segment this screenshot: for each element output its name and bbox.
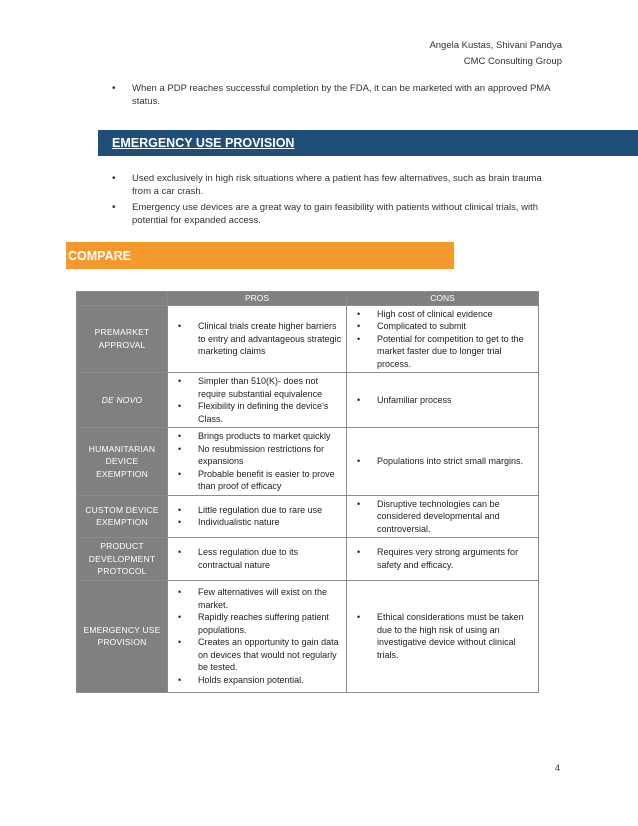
pros-cell <box>168 538 347 581</box>
row-label: PREMARKET APPROVAL <box>77 305 168 373</box>
compare-table <box>76 291 539 693</box>
pros-list-item: • Brings products to market quickly <box>172 430 342 443</box>
cons-list-item: • Populations into strict small margins. <box>351 455 534 468</box>
pros-list-item: • Probable benefit is easier to prove than proof of efficacy <box>172 468 342 493</box>
pros-list <box>172 546 342 571</box>
pros-list <box>172 375 342 425</box>
pros-cell <box>168 580 347 692</box>
header-org: CMC Consulting Group <box>463 56 562 67</box>
cons-cell <box>347 538 539 581</box>
cons-cell <box>347 373 539 428</box>
compare-table-body <box>77 305 539 692</box>
pros-list-item: • Simpler than 510(K)- does not require substantial equivalence <box>172 375 342 400</box>
row-label: CUSTOM DEVICE EXEMPTION <box>77 495 168 538</box>
cons-list-item: • Unfamiliar process <box>351 394 534 407</box>
cons-list-item: • Complicated to submit <box>351 320 534 333</box>
pros-list-item: • Clinical trials create higher barriers to entry and advantageous strategic marketing claims <box>172 320 342 358</box>
pros-cell <box>168 373 347 428</box>
table-row <box>77 495 539 538</box>
pros-list-item: • Little regulation due to rare use <box>172 504 342 517</box>
page-header <box>429 38 562 70</box>
header-authors: Angela Kustas, Shivani Pandya <box>429 40 562 51</box>
pros-list-item: • Few alternatives will exist on the market. <box>172 586 342 611</box>
pros-list <box>172 504 342 529</box>
pros-cell <box>168 495 347 538</box>
table-row <box>77 373 539 428</box>
cons-list-item: • Disruptive technologies can be considered developmental and controversial. <box>351 498 534 536</box>
header-pros: PROS <box>168 292 347 306</box>
table-row <box>77 538 539 581</box>
pros-cell <box>168 305 347 373</box>
header-cons: CONS <box>347 292 539 306</box>
cons-list <box>351 611 534 661</box>
cons-list <box>351 546 534 571</box>
cons-cell <box>347 428 539 496</box>
cons-list <box>351 498 534 536</box>
eup-bullet-list <box>118 172 558 230</box>
pros-list-item: • No resubmission restrictions for expansions <box>172 443 342 468</box>
pros-list-item: • Individualistic nature <box>172 516 342 529</box>
eup-bullet-2: • Emergency use devices are a great way to gain feasibility with patients without clinical trials, with potential for expanded access. <box>118 201 558 227</box>
table-row <box>77 305 539 373</box>
pdp-bullet-list <box>118 82 558 111</box>
row-label: HUMANITARIAN DEVICE EXEMPTION <box>77 428 168 496</box>
cons-list-item: • Potential for competition to get to the market faster due to longer trial process. <box>351 333 534 371</box>
compare-table-header-row <box>77 292 539 306</box>
eup-section-heading-bar <box>98 130 638 156</box>
table-row <box>77 580 539 692</box>
eup-section-title: EMERGENCY USE PROVISION <box>112 136 295 150</box>
cons-list <box>351 455 534 468</box>
compare-title: COMPARE <box>68 249 131 263</box>
pros-list <box>172 430 342 493</box>
pros-cell <box>168 428 347 496</box>
pros-list-item: • Creates an opportunity to gain data on devices that would not regularly be tested. <box>172 636 342 674</box>
pros-list <box>172 586 342 686</box>
pros-list-item: • Holds expansion potential. <box>172 674 342 687</box>
pros-list <box>172 320 342 358</box>
cons-list-item: • High cost of clinical evidence <box>351 308 534 321</box>
cons-list-item: • Requires very strong arguments for safety and efficacy. <box>351 546 534 571</box>
page-number: 4 <box>554 763 560 773</box>
cons-list <box>351 394 534 407</box>
eup-bullet-1: • Used exclusively in high risk situations where a patient has few alternatives, such as brain trauma from a car crash. <box>118 172 558 198</box>
row-label: PRODUCT DEVELOPMENT PROTOCOL <box>77 538 168 581</box>
cons-list-item: • Ethical considerations must be taken due to the high risk of using an investigative device without clinical trials. <box>351 611 534 661</box>
header-blank-cell <box>77 292 168 306</box>
row-label: EMERGENCY USE PROVISION <box>77 580 168 692</box>
pros-list-item: • Rapidly reaches suffering patient populations. <box>172 611 342 636</box>
cons-list <box>351 308 534 371</box>
table-row <box>77 428 539 496</box>
pdp-bullet: • When a PDP reaches successful completion by the FDA, it can be marketed with an approved PMA status. <box>118 82 558 108</box>
pros-list-item: • Less regulation due to its contractual nature <box>172 546 342 571</box>
cons-cell <box>347 305 539 373</box>
pros-list-item: • Flexibility in defining the device's Class. <box>172 400 342 425</box>
row-label: DE NOVO <box>77 373 168 428</box>
cons-cell <box>347 580 539 692</box>
cons-cell <box>347 495 539 538</box>
compare-heading-bar <box>66 242 454 269</box>
